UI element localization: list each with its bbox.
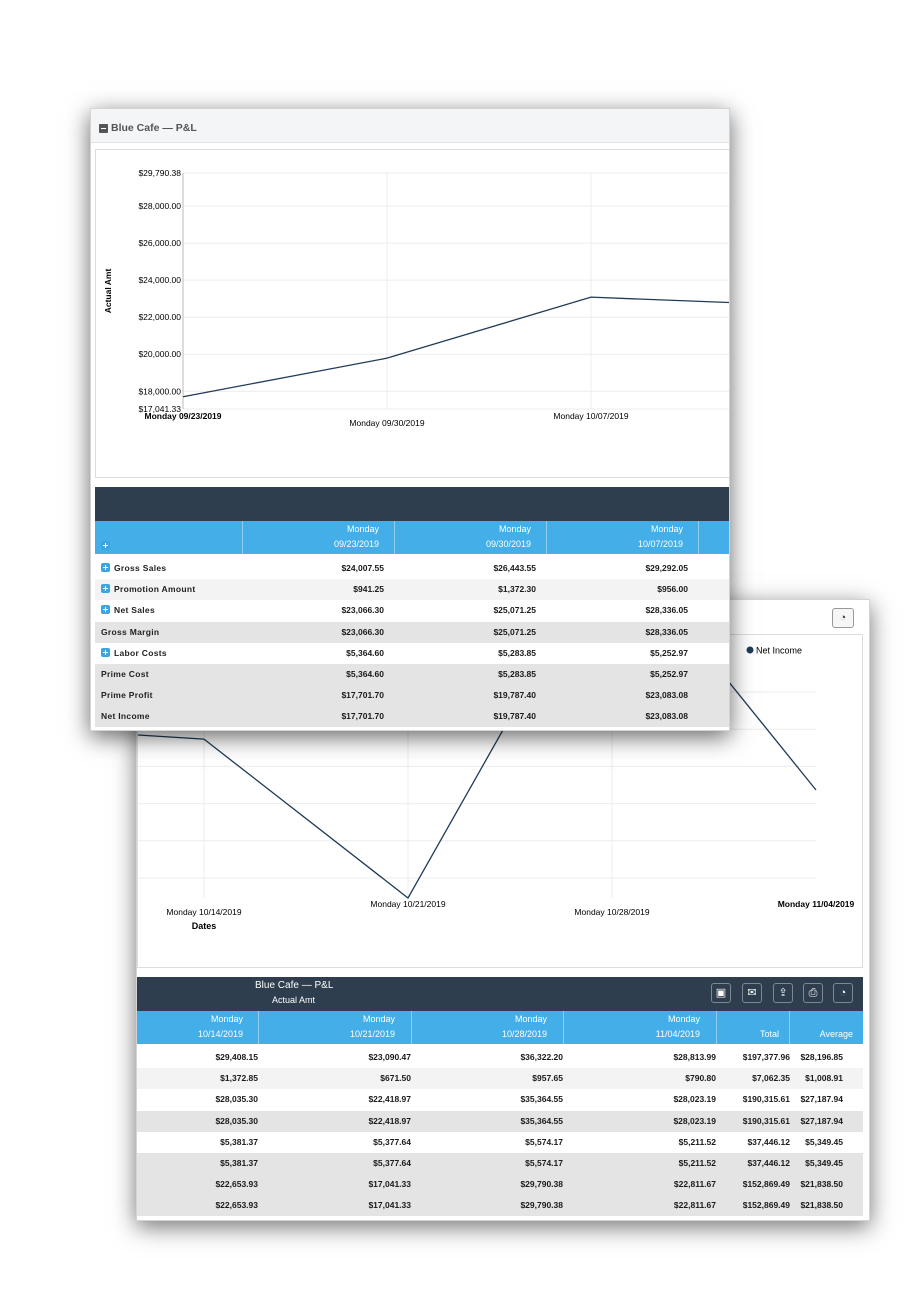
y-tick-label: $28,000.00 xyxy=(138,201,181,212)
back-table-title: Blue Cafe — P&L xyxy=(255,980,334,991)
col-divider xyxy=(546,521,547,554)
col-date-2: 10/21/2019 xyxy=(349,1029,395,1039)
cell-value: $1,372.30 xyxy=(498,584,536,595)
cell-value: $29,408.15 xyxy=(215,1052,258,1062)
row-label: Prime Profit xyxy=(101,690,153,701)
back-table-subtitle: Actual Amt xyxy=(272,995,316,1005)
average-value: $5,349.45 xyxy=(805,1136,843,1147)
front-chart-container xyxy=(95,149,730,478)
cell-value: $29,292.05 xyxy=(645,563,688,573)
x-tick-label: Monday 10/14/2019 xyxy=(166,907,242,917)
cell-value: $956.00 xyxy=(657,584,688,595)
cell-value: $29,790.38 xyxy=(520,1200,563,1211)
cell-value: $5,283.85 xyxy=(498,647,536,658)
cell-value: $28,023.19 xyxy=(673,1094,716,1105)
table-row[interactable] xyxy=(137,1195,863,1216)
cell-value: $23,066.30 xyxy=(341,605,384,616)
table-row[interactable] xyxy=(137,1068,863,1089)
cell-value: $5,211.52 xyxy=(678,1158,716,1168)
cell-value: $22,418.97 xyxy=(368,1115,411,1126)
row-label: Gross Margin xyxy=(101,626,160,637)
y-tick-label: $22,000.00 xyxy=(138,312,181,323)
cell-value: $5,252.97 xyxy=(650,647,688,658)
cell-value: $35,364.55 xyxy=(520,1094,563,1105)
cell-value: $25,071.25 xyxy=(493,605,536,616)
table-row[interactable] xyxy=(137,1153,863,1174)
row-label: Labor Costs xyxy=(114,647,167,658)
collapse-icon[interactable] xyxy=(99,124,108,133)
total-value: $37,446.12 xyxy=(747,1158,790,1168)
table-row[interactable] xyxy=(95,579,730,600)
col-date-1: 09/23/2019 xyxy=(333,539,379,549)
total-value: $152,869.49 xyxy=(742,1179,790,1190)
cell-value: $5,381.37 xyxy=(220,1136,258,1147)
col-divider xyxy=(716,1011,717,1044)
front-report-panel xyxy=(90,108,730,731)
cell-value: $35,364.55 xyxy=(520,1115,563,1126)
col-date-3: 10/07/2019 xyxy=(637,539,683,549)
printer-icon: ⎙ xyxy=(808,987,818,999)
cell-value: $22,811.67 xyxy=(673,1200,716,1211)
cell-value: $5,574.17 xyxy=(525,1136,563,1147)
table-row[interactable] xyxy=(95,685,730,706)
table-row[interactable] xyxy=(137,1111,863,1132)
back-table-header xyxy=(137,1011,863,1044)
y-tick-label: $26,000.00 xyxy=(138,238,181,249)
x-axis-title: Dates xyxy=(191,921,217,931)
row-label: Gross Sales xyxy=(114,563,167,573)
average-value: $5,349.45 xyxy=(805,1158,843,1168)
cell-value: $790.80 xyxy=(685,1073,716,1084)
x-tick-label: Monday 11/04/2019 xyxy=(777,899,855,909)
export-button[interactable] xyxy=(773,983,793,1003)
col-date-1: 10/14/2019 xyxy=(197,1029,243,1039)
row-label: Net Income xyxy=(101,711,150,722)
average-value: $1,008.91 xyxy=(805,1073,843,1084)
front-line-chart xyxy=(96,150,730,479)
col-day-3: Monday xyxy=(650,524,683,534)
cell-value: $1,372.85 xyxy=(220,1073,258,1084)
cell-value: $28,035.30 xyxy=(215,1115,258,1126)
upload-icon: ⇪ xyxy=(778,987,788,999)
row-label: Net Sales xyxy=(114,605,155,616)
cell-value: $5,574.17 xyxy=(525,1158,563,1168)
y-tick-label: $29,790.38 xyxy=(138,168,181,178)
envelope-icon: ✉ xyxy=(747,987,757,999)
total-value: $37,446.12 xyxy=(747,1136,790,1147)
cell-value: $23,066.30 xyxy=(341,626,384,637)
x-tick-label: Monday 10/07/2019 xyxy=(553,411,629,421)
cell-value: $28,035.30 xyxy=(215,1094,258,1105)
total-value: $190,315.61 xyxy=(742,1094,790,1105)
cell-value: $5,377.64 xyxy=(373,1158,411,1168)
cell-value: $17,041.33 xyxy=(368,1200,411,1211)
cell-value: $17,041.33 xyxy=(368,1179,411,1190)
cell-value: $17,701.70 xyxy=(341,690,384,701)
table-row[interactable] xyxy=(95,706,730,727)
cell-value: $36,322.20 xyxy=(520,1052,563,1062)
expand-all-icon[interactable] xyxy=(101,541,110,550)
table-row[interactable] xyxy=(137,1089,863,1110)
row-label: Promotion Amount xyxy=(114,584,196,595)
col-day-3: Monday xyxy=(514,1014,547,1024)
cell-value: $28,023.19 xyxy=(673,1115,716,1126)
average-value: $21,838.50 xyxy=(800,1179,843,1190)
total-value: $197,377.96 xyxy=(742,1052,790,1062)
x-tick-label: Monday 09/30/2019 xyxy=(349,418,425,428)
col-day-2: Monday xyxy=(498,524,531,534)
col-date-3: 10/28/2019 xyxy=(501,1029,547,1039)
total-value: $190,315.61 xyxy=(742,1115,790,1126)
cell-value: $671.50 xyxy=(380,1073,411,1084)
table-row[interactable] xyxy=(95,664,730,685)
col-divider xyxy=(242,521,243,554)
cell-value: $22,653.93 xyxy=(215,1179,258,1190)
cell-value: $25,071.25 xyxy=(493,626,536,637)
cell-value: $23,090.47 xyxy=(368,1052,411,1062)
cell-value: $19,787.40 xyxy=(493,711,536,722)
col-divider xyxy=(411,1011,412,1044)
table-row[interactable] xyxy=(137,1174,863,1195)
legend-marker[interactable] xyxy=(747,647,754,654)
net-income-line-front xyxy=(183,297,730,397)
gauge-icon: ◔ xyxy=(839,612,847,624)
print-button[interactable] xyxy=(803,983,823,1003)
y-tick-label: $24,000.00 xyxy=(138,275,181,286)
average-value: $27,187.94 xyxy=(800,1094,843,1105)
email-button[interactable] xyxy=(742,983,762,1003)
front-panel-header xyxy=(91,109,730,143)
expand-row-icon[interactable] xyxy=(101,648,110,657)
gauge-icon: ◔ xyxy=(839,987,847,999)
row-label: Prime Cost xyxy=(101,669,149,679)
col-total: Total xyxy=(759,1029,779,1039)
average-value: $21,838.50 xyxy=(800,1200,843,1211)
table-row[interactable] xyxy=(137,1047,863,1068)
cell-value: $5,381.37 xyxy=(220,1158,258,1168)
x-tick-label: Monday 10/28/2019 xyxy=(574,907,650,917)
cell-value: $23,083.08 xyxy=(645,690,688,701)
x-tick-label: Monday 10/21/2019 xyxy=(370,899,446,909)
col-date-2: 09/30/2019 xyxy=(485,539,531,549)
cell-value: $941.25 xyxy=(353,584,384,595)
table-row[interactable] xyxy=(95,558,730,579)
cell-value: $5,364.60 xyxy=(346,647,384,658)
dashboard-button[interactable] xyxy=(833,983,853,1003)
cell-value: $28,336.05 xyxy=(645,626,688,637)
expand-row-icon[interactable] xyxy=(101,563,110,572)
cell-value: $22,653.93 xyxy=(215,1200,258,1211)
table-row[interactable] xyxy=(95,622,730,643)
average-value: $27,187.94 xyxy=(800,1115,843,1126)
y-axis-title: Actual Amt xyxy=(103,268,113,314)
cell-value: $5,211.52 xyxy=(678,1136,716,1147)
expand-row-icon[interactable] xyxy=(101,584,110,593)
x-tick-label: Monday 09/23/2019 xyxy=(144,411,222,421)
y-tick-label: $20,000.00 xyxy=(138,349,181,360)
table-row[interactable] xyxy=(95,643,730,664)
col-divider xyxy=(563,1011,564,1044)
front-panel-title: Blue Cafe — P&L xyxy=(111,122,197,134)
y-tick-label: $17,041.33 xyxy=(138,404,181,414)
cell-value: $5,283.85 xyxy=(498,669,536,679)
cell-value: $28,813.99 xyxy=(673,1052,716,1062)
cell-value: $26,443.55 xyxy=(493,563,536,573)
average-value: $28,196.85 xyxy=(800,1052,843,1062)
col-divider xyxy=(258,1011,259,1044)
cell-value: $29,790.38 xyxy=(520,1179,563,1190)
front-table-toolbar xyxy=(95,487,730,521)
cell-value: $17,701.70 xyxy=(341,711,384,722)
col-day-1: Monday xyxy=(346,524,379,534)
col-average: Average xyxy=(819,1029,853,1039)
back-table-toolbar xyxy=(137,977,863,1011)
cell-value: $22,811.67 xyxy=(673,1179,716,1190)
col-day-1: Monday xyxy=(210,1014,243,1024)
legend-label[interactable]: Net Income xyxy=(756,645,803,656)
table-row[interactable] xyxy=(95,600,730,621)
col-date-4: 11/04/2019 xyxy=(655,1029,700,1039)
cell-value: $5,252.97 xyxy=(650,669,688,679)
y-tick-label: $18,000.00 xyxy=(138,386,181,397)
cell-value: $5,377.64 xyxy=(373,1136,411,1147)
front-table-header xyxy=(95,521,730,554)
cell-value: $22,418.97 xyxy=(368,1094,411,1105)
cell-value: $19,787.40 xyxy=(493,690,536,701)
save-button[interactable] xyxy=(711,983,731,1003)
cell-value: $957.65 xyxy=(532,1073,563,1084)
cell-value: $23,083.08 xyxy=(645,711,688,722)
dashboard-gauge-button[interactable] xyxy=(832,608,854,628)
col-day-4: Monday xyxy=(667,1014,700,1024)
col-divider xyxy=(789,1011,790,1044)
total-value: $152,869.49 xyxy=(742,1200,790,1211)
save-icon: ▣ xyxy=(715,987,727,999)
total-value: $7,062.35 xyxy=(752,1073,790,1084)
col-day-2: Monday xyxy=(362,1014,395,1024)
cell-value: $5,364.60 xyxy=(346,669,384,679)
col-divider xyxy=(698,521,699,554)
cell-value: $28,336.05 xyxy=(645,605,688,616)
cell-value: $24,007.55 xyxy=(341,563,384,573)
col-divider xyxy=(394,521,395,554)
expand-row-icon[interactable] xyxy=(101,605,110,614)
table-row[interactable] xyxy=(137,1132,863,1153)
